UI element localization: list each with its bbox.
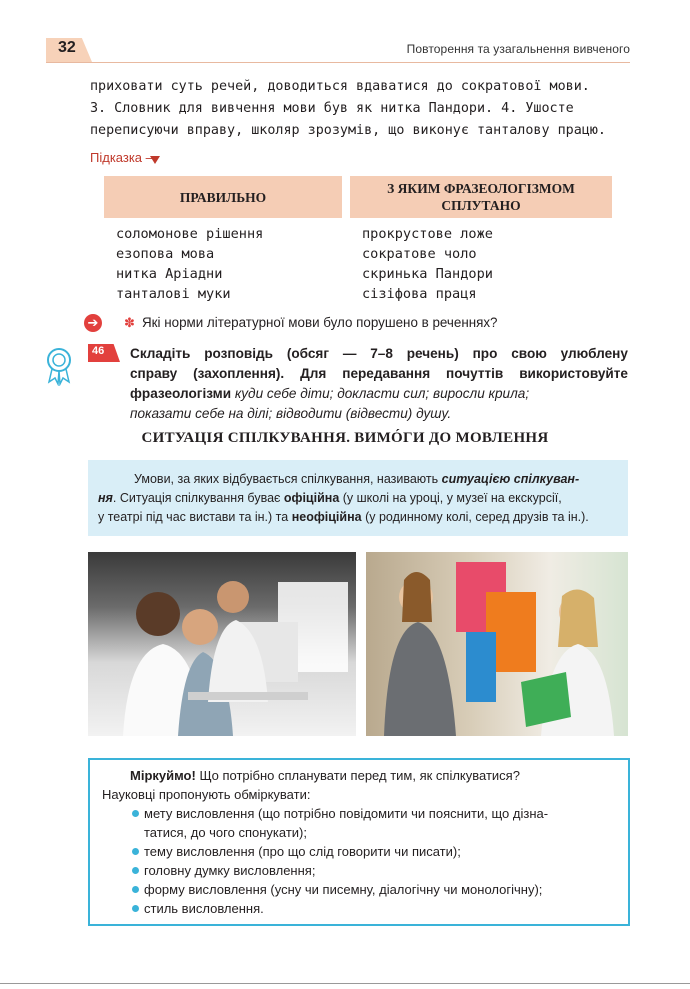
bullet-icon — [132, 867, 139, 874]
section-title: СИТУАЦІЯ СПІЛКУВАННЯ. ВИМÓГИ ДО МОВЛЕННЯ — [141, 430, 549, 446]
table-column-correct — [116, 224, 263, 304]
list-item: форму висловлення (усну чи писемну, діалогічну чи монологічну); — [102, 880, 618, 899]
list-item: мету висловлення (що потрібно повідомити чи пояснити, що дізна- — [102, 804, 618, 823]
table-cell: соломонове рішення — [116, 226, 264, 242]
photo-students-at-computers — [88, 552, 356, 736]
table-cell: танталові муки — [116, 286, 231, 302]
exercise-task — [130, 344, 628, 424]
table-cell: езопова мова — [116, 246, 215, 262]
table-column-confused — [362, 224, 493, 304]
photo-girls-in-shop — [366, 552, 628, 736]
question-row — [84, 312, 644, 334]
table-cell: нитка Аріадни — [116, 266, 223, 282]
text-line: переписуючи вправу, школяр зрозумів, що виконує танталову працю. — [90, 123, 606, 138]
table-cell: прокрустове ложе — [362, 226, 493, 242]
list-item: стиль висловлення. — [102, 899, 618, 918]
task-line: показати себе на ділі; відводити (відвести) душу. — [130, 406, 452, 421]
table-cell: сізіфова праця — [362, 286, 477, 302]
table-cell: сократове чоло — [362, 246, 477, 262]
text-line: приховати суть речей, доводиться вдаватися до сократової мови. — [90, 79, 590, 94]
exercise-number: 46 — [92, 345, 105, 357]
bullet-icon — [132, 886, 139, 893]
gear-icon: ✽ — [124, 315, 135, 330]
task-line: фразеологізми куди себе діти; докласти сил; виросли крила; — [130, 386, 530, 401]
table-cell: скринька Пандори — [362, 266, 493, 282]
table-header-confused: З ЯКИМ ФРАЗЕОЛОГІЗМОМ СПЛУТАНО — [350, 176, 612, 218]
bullet-icon — [132, 810, 139, 817]
arrow-right-icon: ➔ — [84, 314, 102, 332]
running-title: Повторення та узагальнення вивченого — [406, 42, 630, 56]
list-item: головну думку висловлення; — [102, 861, 618, 880]
task-line: справу (захоплення). Для передавання почуттів використовуйте — [130, 366, 628, 381]
list-item: тему висловлення (про що слід говорити чи писати); — [102, 842, 618, 861]
text-line: 3. Словник для вивчення мови був як нитка Пандори. 4. Ушосте — [90, 101, 574, 116]
exercise-text — [90, 76, 630, 142]
header-divider — [46, 62, 630, 63]
hint-label: Підказка – — [90, 150, 153, 165]
table-header-correct: ПРАВИЛЬНО — [104, 176, 342, 218]
question-text: Які норми літературної мови було порушено в реченнях? — [142, 315, 498, 330]
arrow-down-icon — [150, 156, 160, 164]
medal-icon — [44, 346, 74, 386]
task-line: Складіть розповідь (обсяг — 7–8 речень) про свою улюблену — [130, 346, 628, 361]
bullet-icon — [132, 848, 139, 855]
think-text: Міркуймо! Що потрібно спланувати перед тим, як спілкуватися? Науковці пропонують обміркувати: мету висловлення (що потрібно повідомити чи пояснити, що дізна- татися, до чого спонукати); тему висловлення (про що слід говорити чи писати); головну думку висловлення; форму висловлення (усну чи писемну, діалогічну чи монологічну); стиль висловлення. — [102, 766, 618, 918]
bullet-icon — [132, 905, 139, 912]
page-bottom-edge — [0, 983, 690, 984]
definition-text: Умови, за яких відбувається спілкування, називають ситуацією спілкуван- ня. Ситуація спілкування буває офіційна (у школі на уроці, у музеї на екскурсії, у театрі під час вистави та ін.) та неофіційна (у родинному колі, серед друзів та ін.). — [98, 472, 589, 524]
page-number: 32 — [58, 39, 76, 56]
